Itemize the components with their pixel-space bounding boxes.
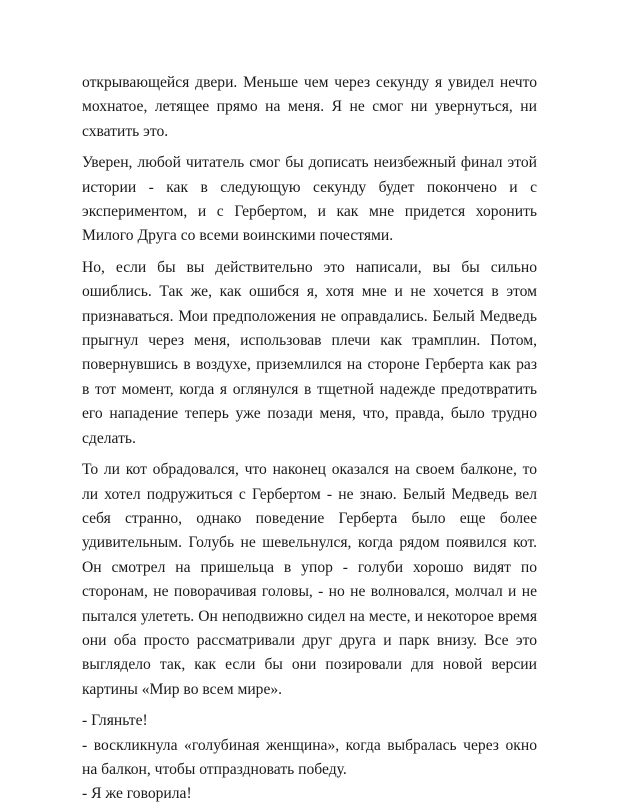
dialogue-line: - воскликнула «голубиная женщина», когда выбралась через окно на балкон, чтобы отпраздновать победу. xyxy=(82,736,537,778)
document-page xyxy=(82,71,537,807)
dialogue-line: - Я же говорила! xyxy=(82,785,192,803)
dialogue-line: - Гляньте! xyxy=(82,712,148,730)
paragraph: Уверен, любой читатель смог бы дописать неизбежный финал этой истории - как в следующую секунду будет покончено и с экспериментом, и с Гербертом, и как мне придется хоронить Милого Друга со всеми воинскими почестями. xyxy=(82,154,537,245)
paragraph: То ли кот обрадовался, что наконец оказался на своем балконе, то ли хотел подружиться с Гербертом - не знаю. Белый Медведь вел себя странно, однако поведение Герберта было еще более удивительным. Голубь не шевельнулся, когда рядом появился кот. Он смотрел на пришельца в упор - голуби хорошо видят по сторонам, не поворачивая головы, - но не волновался, молчал и не пытался улететь. Он неподвижно сидел на месте, и некоторое время они оба просто рассматривали друг друга и парк внизу. Все это выглядело так, как если бы они позировали для новой версии картины «Мир во всем мире». xyxy=(82,461,537,698)
paragraph: открывающейся двери. Меньше чем через секунду я увидел нечто мохнатое, летящее прямо на меня. Я не смог ни увернуться, ни схватить это. xyxy=(82,74,537,140)
paragraph: Но, если бы вы действительно это написали, вы бы сильно ошиблись. Так же, как ошибся я, хотя мне и не хочется в этом признаваться. Мои предположения не оправдались. Белый Медведь прыгнул через меня, использовав плечи как трамплин. Потом, повернувшись в воздухе, приземлился на стороне Герберта как раз в тот момент, когда я оглянулся в тщетной надежде предотвратить его нападение теперь уже позади меня, что, правда, было трудно сделать. xyxy=(82,258,537,447)
